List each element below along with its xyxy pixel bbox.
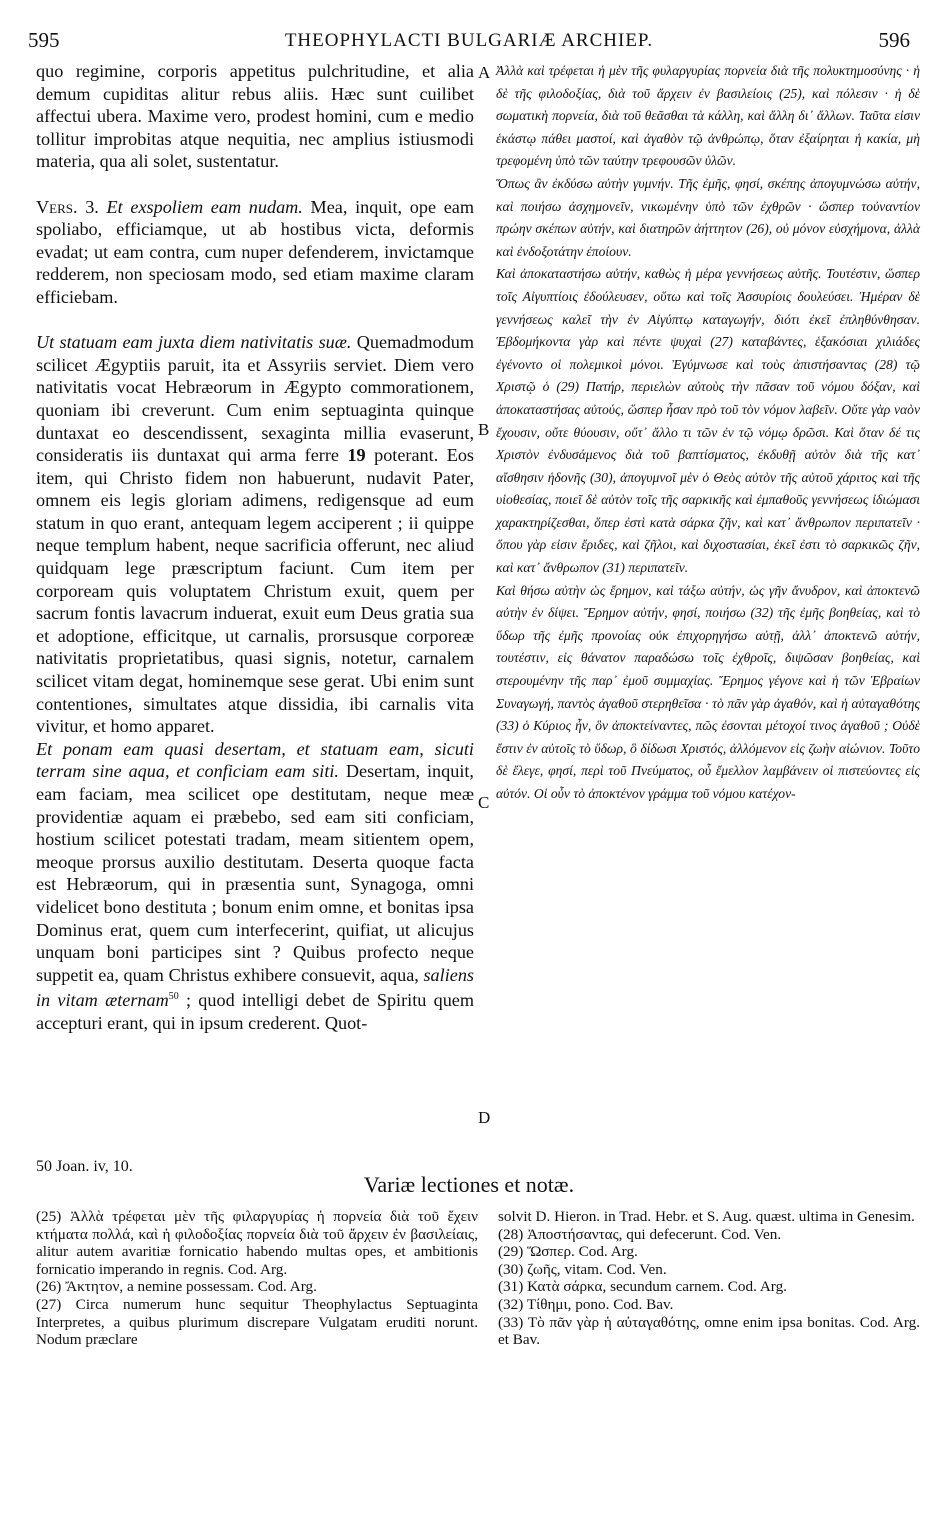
running-title: THEOPHYLACTI BULGARIÆ ARCHIEP. (284, 30, 654, 51)
note-item: (28) Ἀποστήσαντας, qui defecerunt. Cod. Ven. (498, 1225, 782, 1243)
lemma: Et exspoliem eam nudam. (106, 196, 303, 217)
note-item: (25) Ἀλλὰ τρέφεται μὲν τῆς φιλαργυρίας ἡ πορνεία διὰ τοῦ ἔχειν κτήματα πολλά, καὶ ἡ φιλοδοξίας πορνεία διὰ τοῦ ἄρχειν ἐν βασιλείαις, alitur autem avaritiæ fornicatio habendo multas opes, et ambitionis fornicatio imperando in regnis. Cod. Arg. (36, 1208, 478, 1278)
margin-letter-a: A (478, 63, 491, 82)
page-number-left: 595 (28, 28, 60, 52)
note-item: (33) Τὸ πᾶν γὰρ ἡ αὐταγαθότης, omne enim ipsa bonitas. Cod. Arg. et Bav. (498, 1313, 920, 1349)
footnote-ref: 50 (168, 991, 179, 1003)
note-item: (32) Τίθημι, pono. Cod. Bav. (498, 1295, 674, 1313)
page-marker: 19 (347, 445, 366, 466)
note-item: (30) ζωῆς, vitam. Cod. Ven. (498, 1260, 667, 1278)
greek-paragraph: Καὶ θήσω αὐτὴν ὡς ἔρημον, καὶ τάξω αὐτήν, ὡς γῆν ἄνυδρον, καὶ ἀποκτενῶ αὐτὴν ἐν δίψει. Ἔρημον αὐτήν, φησί, ποιήσω (32) τῆς ἐμῆς βοηθείας, καὶ τὸ ὕδωρ τῆς ἐμῆς προνοίας οὐκ ἐπιχορηγήσω αὐτῇ, ἀλλ᾽ ἀποκτενῶ αὐτήν, τουτέστιν, εἰς θάνατον παραδώσω τοῖς ἐχθροῖς, διψῶσαν βοηθείας, καὶ στερουμένην τῆς παρ᾽ ἐμοῦ συμμαχίας. Ἔρημος γέγονε καὶ ἡ τῶν Ἑβραίων Συναγωγή, παντὸς ἀγαθοῦ στερηθεῖσα · τὸ πᾶν γὰρ ἀγαθόν, καὶ ἡ αὐταγαθότης (33) ὁ Κύριος ἦν, ὃν ἀποκτείναντες, πῶς ἐσονται μέτοχοί τινος ἀγαθοῦ ; Οὐδὲ ἔστιν ἐν αὐτοῖς τὸ ὕδωρ, ὃ δίδωσι Χριστός, ἀλλόμενον εἰς ζωὴν αἰώνιον. Τοῦτο δὲ ἔλεγε, φησί, περὶ τοῦ Πνεύματος, οὗ ἔμελλον λαμβάνειν οἱ πιστεύοντες εἰς αὐτόν. Οἱ οὖν τὸ ἀποκτένον γράμμα τοῦ νόμου κατέχον- (496, 582, 920, 801)
greek-column (496, 60, 920, 806)
latin-paragraph (36, 738, 474, 1035)
latin-text: Mea, inquit, ope eam spoliabo, efficiamque, ut ab hostibus victa, deformis evadat; ut eam contra, cum nuper defenderem, invictamque redderem, non speciosam modo, sed etiam maxime claram efficiebam. (36, 196, 475, 307)
note-item: (27) Circa numerum hunc sequitur Theophylactus Septuaginta Interpretes, a quibus plurimum discrepare Vulgatam eruditi norunt. Nodum præclare (36, 1295, 478, 1349)
verse-label: Vers. 3. (36, 196, 99, 217)
lemma: Et ponam eam quasi desertam, et statuam eam, sicuti terram sine aqua, et conficiam eam siti. (36, 738, 474, 782)
latin-paragraph: quo regimine, corporis appetitus pulchritudine, et alia demum cupiditas alitur rebus aliis. Hæc sunt cuilibet affectui ubera. Maxime vero, prodest homini, cum e medio tollitur improbitas atque nequitia, nec amplius istiusmodi materia, qua ali solet, sustentatur. (36, 61, 474, 172)
page-number-right: 596 (878, 28, 910, 52)
greek-paragraph: Καὶ ἀποκαταστήσω αὐτήν, καθὼς ἡ μέρα γεννήσεως αὐτῆς. Τουτέστιν, ὥσπερ τοῖς Αἰγυπτίοις ἐδούλευσεν, οὕτω καὶ τοῖς Ἀσσυρίοις δουλεύσει. Ἡμέραν δὲ γεννήσεως καλεῖ τὴν ἐν Αἰγύπτῳ καταγωγήν, διότι ἐκεῖ ἐπληθύνθησαν. Ἑβδομήκοντα γὰρ καὶ πέντε ψυχαὶ (27) καταβάντες, ἑξακόσιαι χιλιάδες ἐγένοντο οἱ πολεμικοὶ μόνοι. Ἐγύμνωσε καὶ τοὺς ἀπιστήσαντας (28) τῷ Χριστῷ ὁ (29) Πατήρ, περιελὼν αὐτοὺς τὴν πᾶσαν τοῦ νόμου δόξαν, καὶ ἀποκαταστήσας αὐτούς, ὥσπερ ἦσαν πρὸ τοῦ τὸν νόμον λαβεῖν. Οὔτε γὰρ ναὸν ἔχουσιν, οὔτε θύουσιν, οὔτ᾽ ἄλλο τι τῶν ἐν τῷ νόμῳ δρῶσι. Καὶ ὅταν δέ τις Χριστὸν ἐνδυσάμενος διὰ τοῦ βαπτίσματος, ἐκδυθῇ αὐτὸν διὰ τῆς κατ᾽ αἴσθησιν ἡδονῆς (30), ἀπογυμνοῖ μὲν ὁ Θεὸς αὐτὸν τῆς αὐτοῦ χάριτος καὶ τῆς υἱοθεσίας, ποιεῖ δὲ αὐτὸν τοῖς τῆς σαρκικῆς καὶ ἐμπαθοῦς γεννήσεως ἰδιώμασι χαρακτηρίζεσθαι, ὅπερ ἐστὶ κατὰ σάρκα ζῆν, καὶ κατ᾽ ἄνθρωπον περιπατεῖν · ὅπου γὰρ εἰσιν ἔριδες, καὶ ζῆλοι, καὶ διχοστασίαι, ἐκεῖ ἐστι τὸ σαρκικῶς ζῆν, καὶ κατ᾽ ἄνθρωπον (31) περιπατεῖν. (496, 266, 920, 576)
notes-left-column (36, 1208, 478, 1349)
note-item: (31) Κατὰ σάρκα, secundum carnem. Cod. Arg. (498, 1278, 787, 1296)
latin-paragraph (36, 196, 474, 309)
margin-letter-d: D (478, 1108, 491, 1127)
latin-text: Desertam, inquit, eam faciam, mea scilicet ope destitutam, neque meæ providentiæ aquam ei præbebo, sed eam siti conficiam, hostium scilicet potestati tradam, meam sitientem opem, meoque prorsus auxilio destitutam. Deserta quoque facta est Hebræorum, qui in præsentia sunt, Synagoga, omni videlicet bono destituta ; bonum enim omne, et bonitas ipsa Dominus erat, quem cum interfecerint, quifiat, ut alicujus unquam boni participes sint ? Quibus profecto neque suppetit ea, quam Christus exhibere consuevit, aqua, (36, 761, 474, 985)
margin-letter-c: C (478, 793, 490, 812)
greek-paragraph: Ἀλλὰ καὶ τρέφεται ἡ μὲν τῆς φυλαργυρίας πορνεία διὰ τῆς πολυκτημοσύνης · ἡ δὲ τῆς φιλοδοξίας, διὰ τοῦ ἄρχειν ἐν βασιλείοις (25), καὶ πόλεσιν · ἡ δὲ σωματικὴ πορνεία, διὰ τοῦ θεᾶσθαι τὰ κάλλη, καὶ ἄλλη δι᾽ ἄλλων. Ταῦτα εἰσιν ἑκάστῳ πάθει μαστοί, καὶ ἀγαθὸν τῷ ἀνθρώπῳ, ὅταν ἐξαίρηται ἡ κακία, μὴ τρεφομένη ὑπὸ τῶν ταύτην τρεφουσῶν ὑλῶν. (496, 63, 920, 169)
latin-column (36, 60, 474, 1035)
lemma: Ut statuam eam juxta diem nativitatis suæ. (36, 332, 352, 353)
footnote: 50 Joan. iv, 10. (36, 1158, 133, 1175)
note-item: solvit D. Hieron. in Trad. Hebr. et S. Aug. quæst. ultima in Genesim. (498, 1208, 915, 1225)
latin-text: poterant. Eos item, qui Christo fidem non habuerunt, nudavit Pater, omnem eis legis gloriam adimens, redigensque ad eum statum in quo erant, antequam legem acciperent ; ii quippe neque templum habent, neque sacrificia offerunt, nec aliud quidquam lege præscriptum faciunt. Cum item per corpoream quis voluptatem Christum exuit, quem per sacrum fontis lavacrum induerat, exuit eum Deus gratia sua et adoptione, efficitque, ut carnalis, prorsusque corporeæ nativitatis proprietatibus, quasi signis, notetur, carnalem scilicet vitam degat, hominemque sese gerat. Ubi enim sunt contentiones, simultates atque dissidia, ibi carnalis vita vivitur, et homo apparet. (36, 445, 474, 737)
latin-text: Quemadmodum scilicet Ægyptiis paruit, ita et Assyriis serviet. Diem vero nativitatis vocat Hebræorum in Ægypto commorationem, quoniam ibi creverunt. Cum enim septuaginta quinque duntaxat eo descendissent, sexaginta millia evaserunt, consideratis iis duntaxat qui arma ferre (36, 332, 474, 466)
lemma: saliens in vitam æternam (36, 964, 474, 1011)
margin-letter-b: B (478, 420, 490, 439)
latin-paragraph (36, 331, 474, 738)
greek-paragraph: Ὅπως ἂν ἐκδύσω αὐτὴν γυμνήν. Τῆς ἐμῆς, φησί, σκέπης ἀπογυμνώσω αὐτήν, καὶ ποιήσω ἀσχημονεῖν, νικωμένην ὑπὸ τῶν ἐχθρῶν · ὥσπερ τοὐναντίον πρώην σκέπων αὐτήν, καὶ διατηρῶν ἀήττητον (26), οὐ μόνον εὐσχήμονα, ἀλλὰ καὶ ἐνδοξοτάτην ἐποίουν. (496, 175, 920, 259)
note-item: (26) Ἄκτητον, a nemine possessam. Cod. Arg. (36, 1278, 317, 1296)
notes-right-column (498, 1208, 920, 1349)
note-item: (29) Ὥσπερ. Cod. Arg. (498, 1243, 638, 1261)
variae-heading: Variæ lectiones et notæ. (363, 1172, 575, 1197)
latin-text: ; quod intelligi debet de Spiritu quem accepturi erant, qui in ipsum crederent. Quot- (36, 990, 475, 1033)
running-header (28, 28, 910, 58)
